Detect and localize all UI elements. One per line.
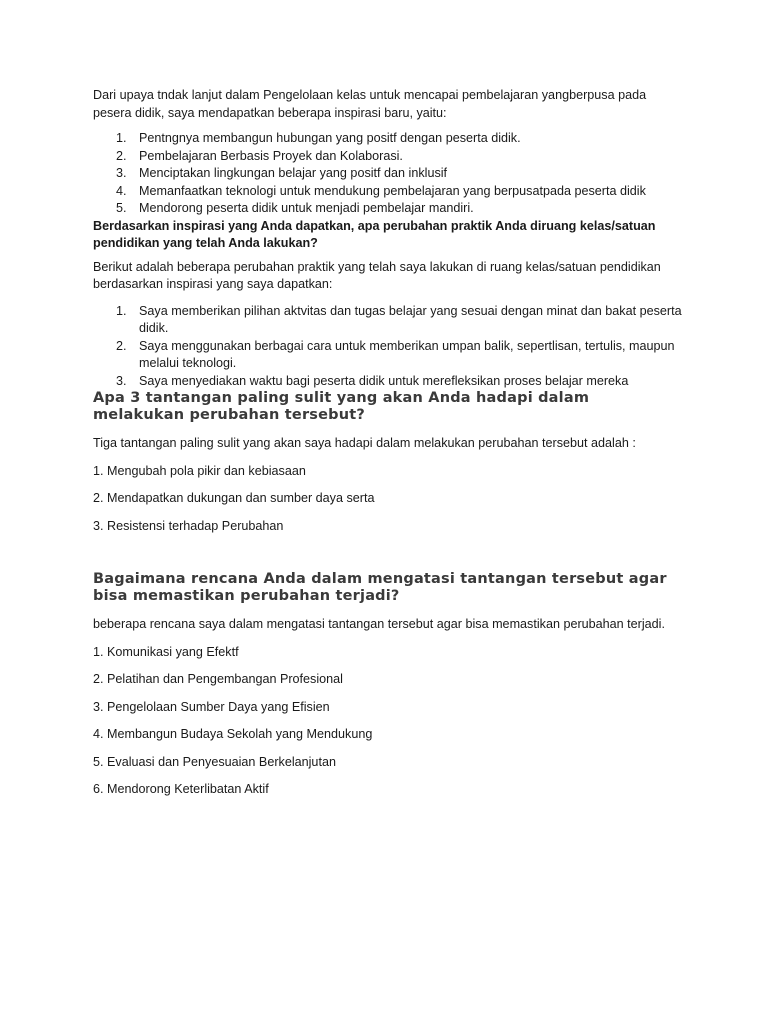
list-item: 3. Menciptakan lingkungan belajar yang positf dan inklusif: [116, 166, 448, 180]
challenge-item: 1. Mengubah pola pikir dan kebiasaan: [93, 463, 306, 478]
list-item: 2. Pembelajaran Berbasis Proyek dan Kolaborasi.: [116, 148, 403, 163]
challenge-item: 3. Resistensi terhadap Perubahan: [93, 518, 284, 533]
plan-item: 2. Pelatihan dan Pengembangan Profesional: [93, 672, 343, 686]
plan-item: 4. Membangun Budaya Sekolah yang Mendukung: [93, 727, 373, 741]
inspiration-list: [93, 130, 683, 218]
list-item: 5. Mendorong peserta didik untuk menjadi pembelajar mandiri.: [116, 201, 474, 215]
document-page: [93, 87, 683, 809]
list-item: 4. Memanfaatkan teknologi untuk mendukung pembelajaran yang berpusatpada peserta didik: [116, 183, 646, 198]
challenge-item: 2. Mendapatkan dukungan dan sumber daya serta: [93, 491, 375, 505]
intro-paragraph: Dari upaya tndak lanjut dalam Pengelolaan kelas untuk mencapai pembelajaran yangberpusa pada pesera didik, saya mendapatkan beberapa inspirasi baru, yaitu:: [93, 88, 647, 120]
plan-item: 5. Evaluasi dan Penyesuaian Berkelanjutan: [93, 754, 336, 769]
question-1-heading: Berdasarkan inspirasi yang Anda dapatkan, apa perubahan praktik Anda diruang kelas/satuan pendidikan yang telah Anda lakukan?: [93, 218, 656, 250]
question-2-heading: Apa 3 tantangan paling sulit yang akan Anda hadapi dalam melakukan perubahan tersebut?: [93, 390, 590, 423]
plan-item: 6. Mendorong Keterlibatan Aktif: [93, 782, 269, 796]
list-item: 3. Saya menyediakan waktu bagi peserta didik untuk merefleksikan proses belajar mereka: [116, 373, 629, 388]
question-3-heading: Bagaimana rencana Anda dalam mengatasi tantangan tersebut agar bisa memastikan perubahan terjadi?: [93, 571, 667, 604]
question-2-answer: Tiga tantangan paling sulit yang akan saya hadapi dalam melakukan perubahan tersebut adalah :: [93, 436, 636, 450]
practice-change-list: [93, 303, 683, 391]
list-item: 1. Pentngnya membangun hubungan yang positf dengan peserta didik.: [116, 131, 521, 145]
question-3-answer: beberapa rencana saya dalam mengatasi tantangan tersebut agar bisa memastikan perubahan terjadi.: [93, 617, 665, 631]
plan-item: 1. Komunikasi yang Efektf: [93, 644, 239, 659]
plan-item: 3. Pengelolaan Sumber Daya yang Efisien: [93, 699, 330, 714]
list-item: 1. Saya memberikan pilihan aktvitas dan tugas belajar yang sesuai dengan minat dan bakat peserta didik.: [116, 303, 682, 335]
question-1-answer: Berikut adalah beberapa perubahan praktik yang telah saya lakukan di ruang kelas/satuan pendidikan berdasarkan inspirasi yang saya dapatkan:: [93, 259, 661, 291]
list-item: 2. Saya menggunakan berbagai cara untuk memberikan umpan balik, sepertlisan, tertulis, maupun melalui teknologi.: [116, 338, 675, 370]
